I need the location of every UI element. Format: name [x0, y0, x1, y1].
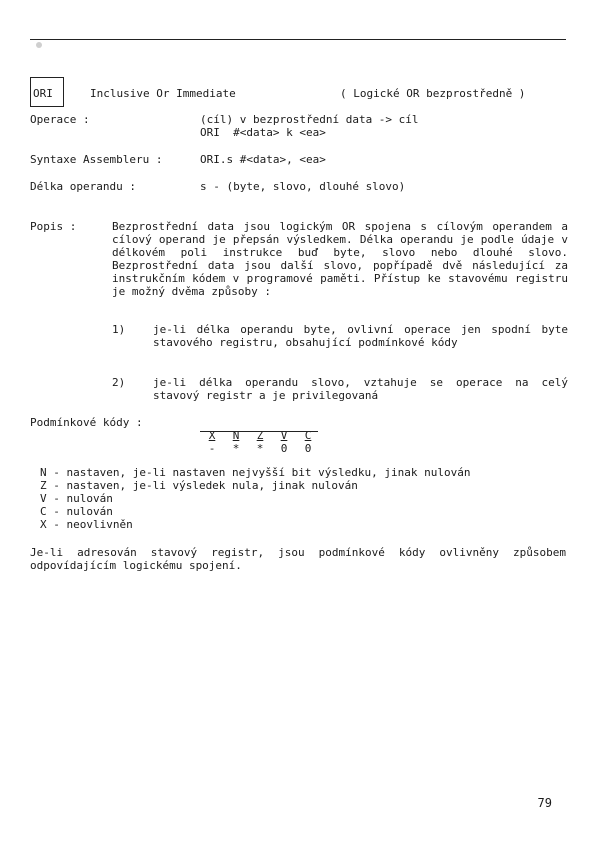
flag-name: V — [280, 429, 288, 442]
description-label: Popis : — [30, 220, 77, 233]
operand-size-label: Délka operandu : — [30, 180, 136, 193]
list-item-text: je-li délka operandu byte, ovlivní operace jen spodní byte stavového registru, obsahující podmínkové kódy — [153, 323, 568, 349]
operand-size-value: s - (byte, slovo, dlouhé slovo) — [200, 180, 406, 193]
operation-label: Operace : — [30, 113, 90, 126]
instruction-name: Inclusive Or Immediate — [90, 87, 236, 100]
scan-speck — [36, 42, 42, 48]
flag-name: X — [208, 429, 216, 442]
flag-effect: * — [256, 442, 264, 455]
flag-effect: - — [208, 442, 216, 455]
legend-line: C - nulován — [40, 505, 113, 518]
syntax-value: ORI.s #<data>, <ea> — [200, 153, 326, 166]
operation-line-2: ORI #<data> k <ea> — [200, 126, 326, 139]
flag-effect: 0 — [280, 442, 288, 455]
note-text: Je-li adresován stavový registr, jsou podmínkové kódy ovlivněny způsobem odpovídajícím logickému spojení. — [30, 546, 566, 572]
page-number: 79 — [537, 796, 552, 810]
operation-line-1: (cíl) v bezprostřední data -> cíl — [200, 113, 419, 126]
mnemonic: ORI — [33, 87, 53, 100]
list-item-number: 2) — [112, 376, 126, 389]
flag-name: N — [232, 429, 240, 442]
header-rule — [30, 39, 566, 40]
syntax-label: Syntaxe Assembleru : — [30, 153, 163, 166]
description-text: Bezprostřední data jsou logickým OR spojena s cílovým operandem a cílový operand je přepsán výsledkem. Délka operandu je podle údaje v délkovém poli instrukce buď byte, slovo nebo dlouhé slovo. Bezprostřední data jsou další slovo, popřípadě dvě následující za instrukčním kódem v programové paměti. Přístup ke stavovému registru je možný dvěma způsoby : — [112, 220, 568, 298]
flag-name: C — [304, 429, 312, 442]
flag-underline — [200, 430, 318, 432]
flag-effect: * — [232, 442, 240, 455]
legend-line: N - nastaven, je-li nastaven nejvyšší bit výsledku, jinak nulován — [40, 466, 471, 479]
legend-line: V - nulován — [40, 492, 113, 505]
legend-line: X - neovlivněn — [40, 518, 133, 531]
instruction-czech-name: ( Logické OR bezprostředně ) — [340, 87, 526, 100]
list-item-number: 1) — [112, 323, 126, 336]
condition-codes-label: Podmínkové kódy : — [30, 416, 143, 429]
flag-effect: 0 — [304, 442, 312, 455]
legend-line: Z - nastaven, je-li výsledek nula, jinak nulován — [40, 479, 358, 492]
list-item-text: je-li délka operandu slovo, vztahuje se operace na celý stavový registr a je privilegovaná — [153, 376, 568, 402]
flag-name: Z — [256, 429, 264, 442]
